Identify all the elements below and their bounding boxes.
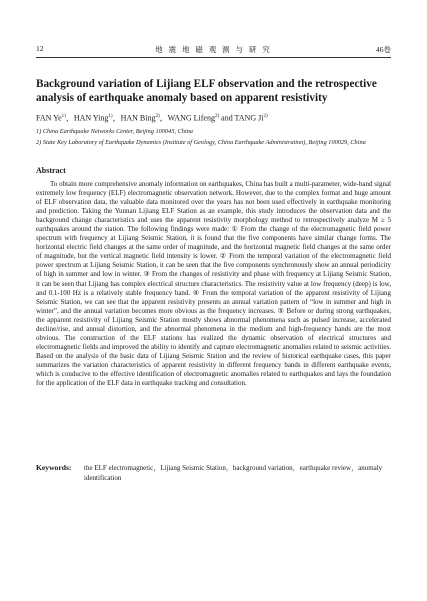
volume-label: 46卷 <box>376 45 391 54</box>
author-affil-mark: 2) <box>263 114 268 119</box>
keywords-list: the ELF electromagnetic，Lijiang Seismic Station，background variation，earthquake review，anomaly identification <box>84 464 383 482</box>
keywords-section <box>36 463 391 483</box>
author-name: TANG Ji <box>234 113 264 123</box>
header-rule <box>36 57 391 58</box>
author-separator: and <box>219 113 235 123</box>
affiliation-1 <box>36 128 391 137</box>
abstract-body: To obtain more comprehensive anomaly information on earthquakes, China has built a multi-parameter, wide-band signal extremely low frequency (ELF) electromagnetic observation network. However, due to the complex format and huge amount of ELF observation data, the valuable data monitored over the years has not been used effectively in earthquake monitoring and prediction. Taking the Yunnan Lijiang ELF Station as an example, this study introduces the observation data and the background change characteristics and uses the apparent resistivity morphology method to retrospectively analyze M ≥ 5 earthquakes around the station. The following findings were made: ① From the change of the electromagnetic field power spectrum with frequency at Lijiang Seismic Station, it is found that the five components have similar change forms. The horizontal electric field changes at the same order of magnitude, and the horizontal magnetic field changes at the same order of magnitude, but the vertical magnetic field intensity is lower. ② From the temporal variation of the electromagnetic field power spectrum at Lijiang Seismic Station, it can be seen that the five components synchronously show an annual periodicity of high in summer and low in winter. ③ From the changes of resistivity and phase with frequency at Lijiang Seismic Station, it can be seen that Lijiang has complex electrical structure characteristics. The resistivity value at low frequency (deep) is low, and 0.1-100 Hz is a relatively stable frequency band. ④ From the temporal variation of the apparent resistivity of Lijiang Seismic Station, we can see that the apparent resistivity presents an annual variation pattern of “low in summer and high in winter”, and the annual variation becomes more obvious as the frequency increases. ⑤ Before or during strong earthquakes, the apparent resistivity of Lijiang Seismic Station mostly shows abnormal phenomena such as pulsed increase, accelerated decline/rise, and annual distortion, and the abnormal phenomena in the medium and high-frequency bands are the most obvious. The construction of the ELF stations has realized the dynamic observation of electrical structures and electromagnetic fields and improved the ability to identify and capture electromagnetic anomalies related to seismic activities. Based on the analysis of the basic data of Lijiang Seismic Station and the review of historical earthquake cases, this paper summarizes the variation characteristics of apparent resistivity in different frequency bands in different earthquake events, which is conducive to the effective identification of electromagnetic anomalies related to earthquakes and lays the foundation for the application of the ELF data in earthquake tracking and consultation. <box>36 180 391 388</box>
author-separator: ， <box>65 113 74 123</box>
author-affil-mark: 2) <box>155 114 160 119</box>
affiliation-text: 1) China Earthquake Networks Center, Beijing 100045, China <box>36 128 193 135</box>
author-affil-mark: 1) <box>108 114 113 119</box>
affiliation-text: 2) State Key Laboratory of Earthquake Dynamics (Institute of Geology, China Earthquake Administration), Beijing 100029, China <box>36 139 366 146</box>
keywords-label: Keywords: <box>36 463 72 472</box>
author-name: HAN Ying <box>73 113 109 123</box>
abstract-heading: Abstract <box>36 166 66 175</box>
author-affil-mark: 2) <box>214 114 220 119</box>
page-number: 12 <box>36 44 44 53</box>
author-separator: ， <box>159 113 168 123</box>
author-name: WANG Lifeng <box>167 113 215 123</box>
journal-name: 地 震 地 磁 观 测 与 研 究 <box>155 45 272 54</box>
author-list <box>36 112 391 124</box>
author-name: FAN Ye <box>36 113 62 123</box>
running-header <box>36 44 391 56</box>
affiliation-2 <box>36 139 391 148</box>
paper-title: Background variation of Lijiang ELF observation and the retrospective analysis of earthquake anomaly based on apparent resistivity <box>36 78 377 104</box>
author-name: HAN Bing <box>120 113 156 123</box>
author-separator: ， <box>112 113 121 123</box>
author-affil-mark: 1) <box>61 114 66 119</box>
